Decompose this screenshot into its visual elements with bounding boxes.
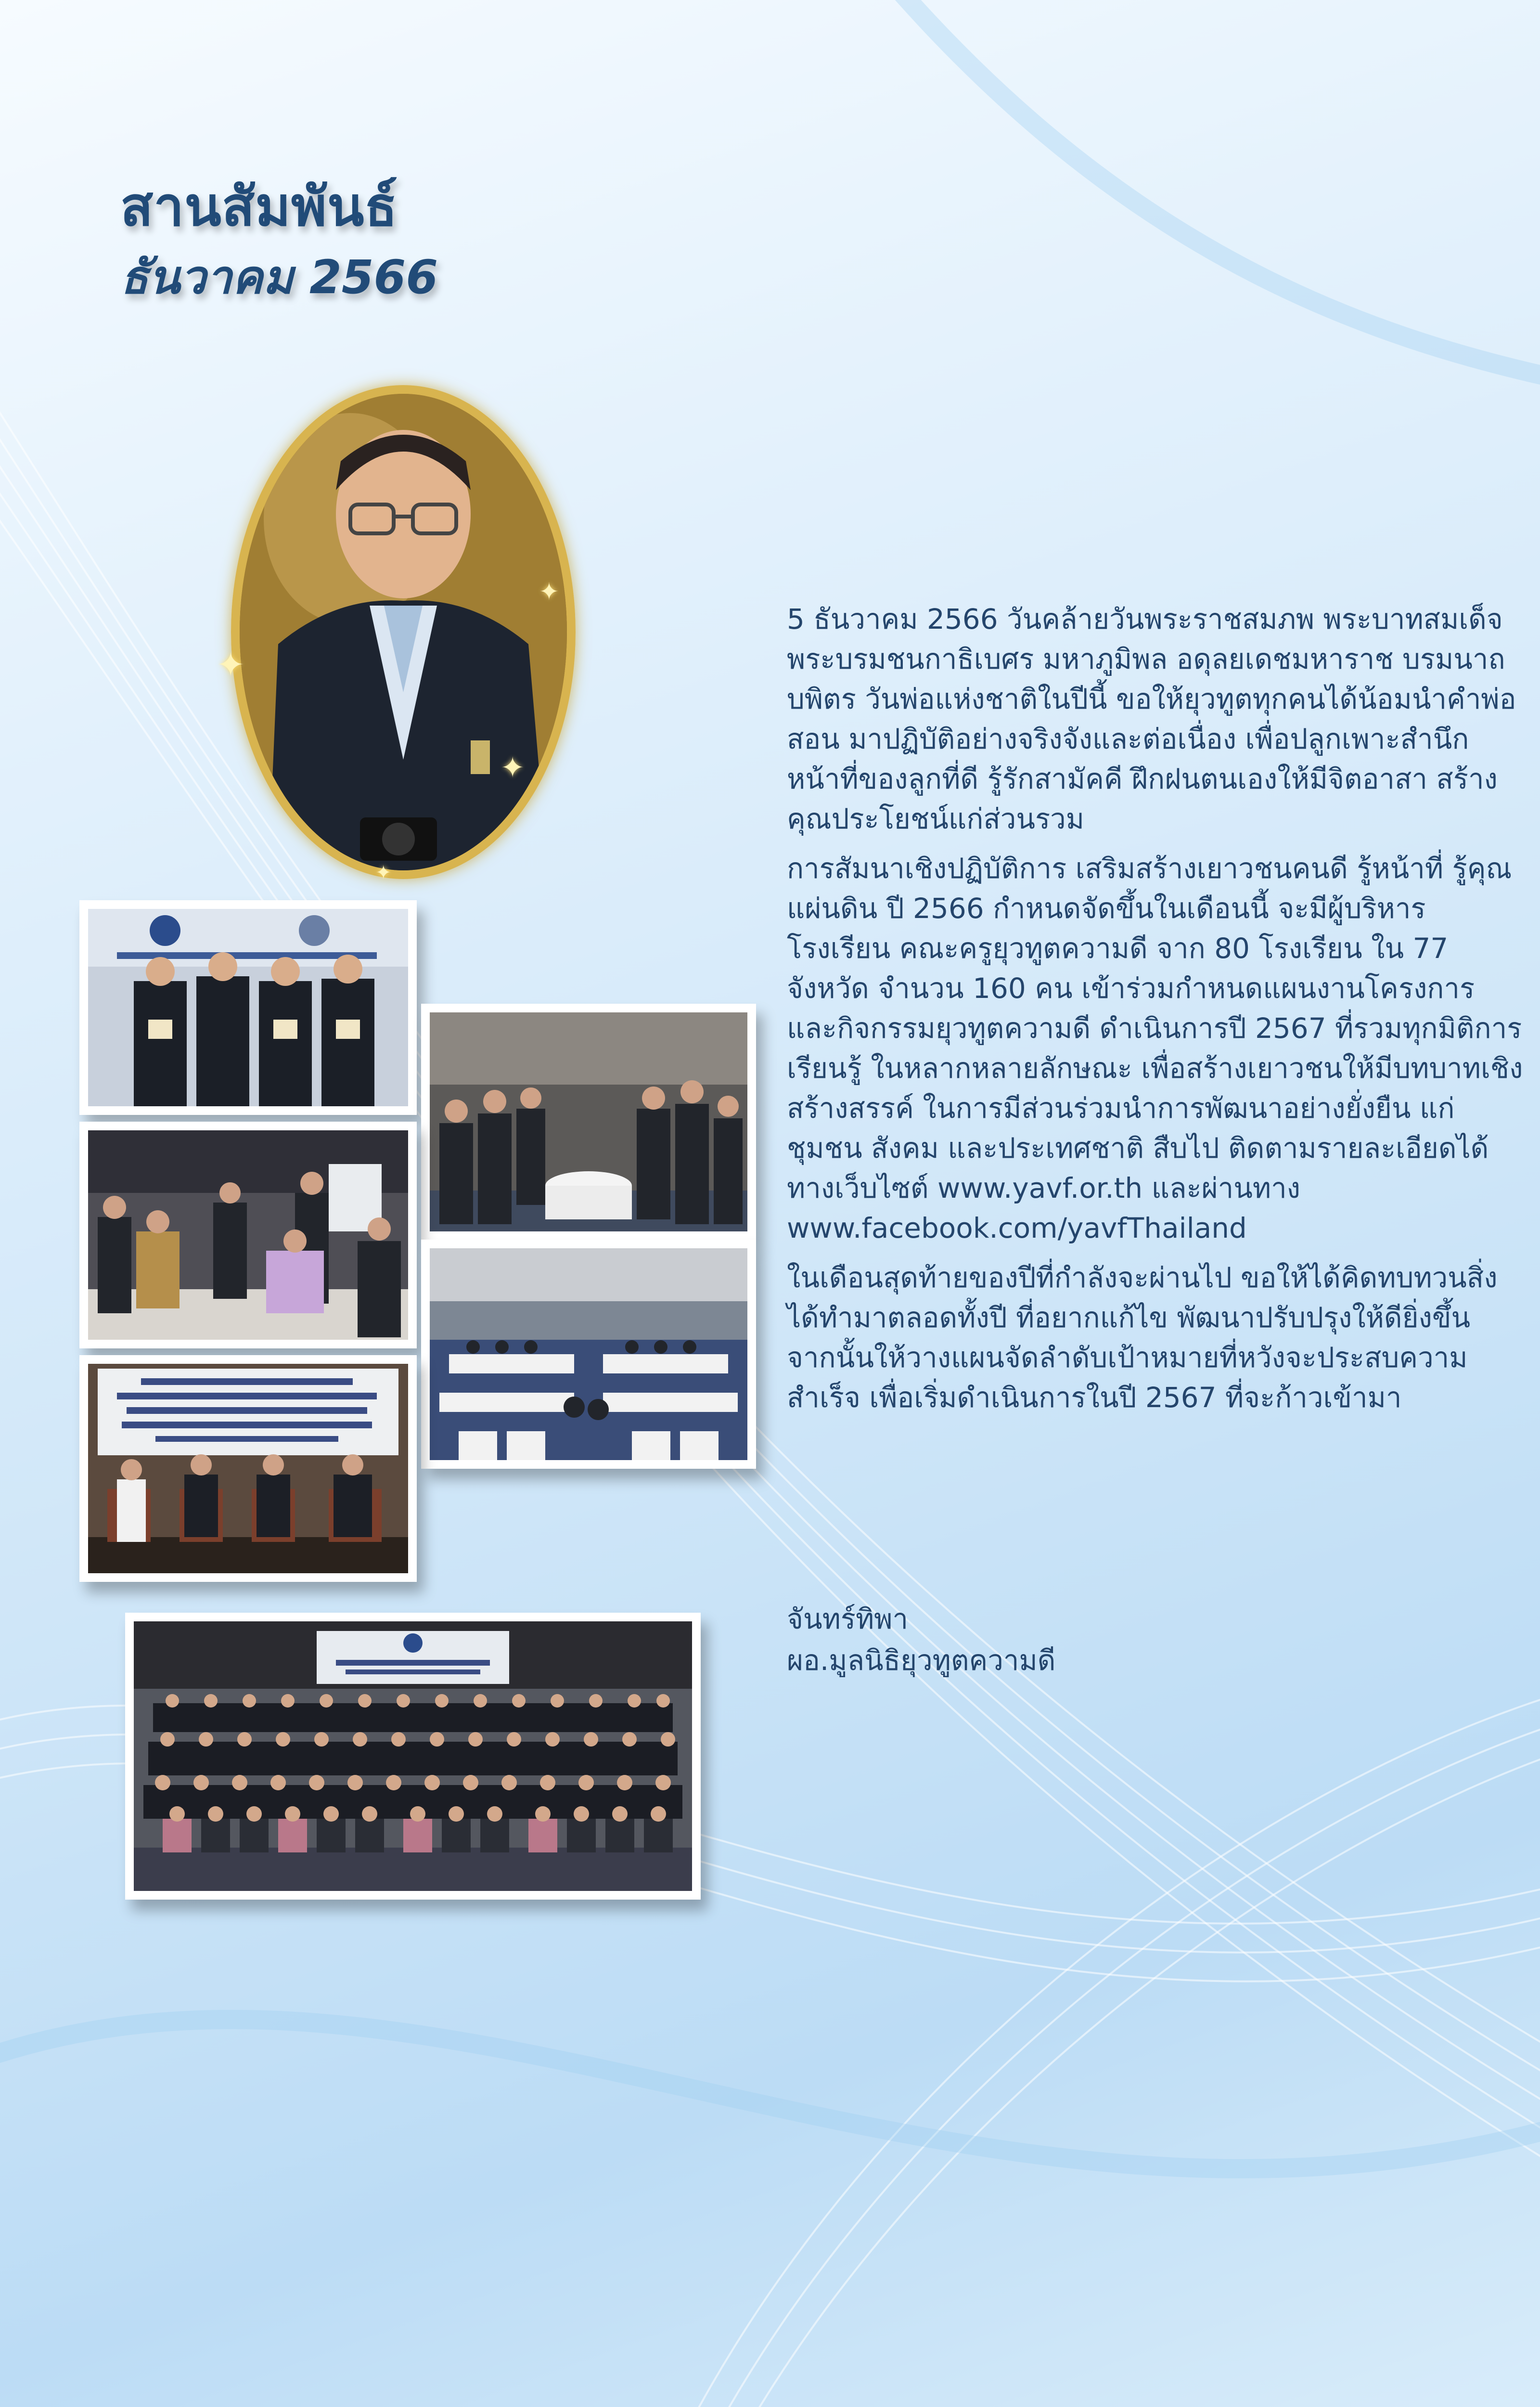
group-photo [125,1613,701,1900]
signature-block [787,1598,1055,1681]
conference-hall-photo [421,1240,756,1469]
issue-date: ธันวาคม 2566 [120,250,438,304]
award-ceremony-photo [79,900,417,1115]
sparkle-icon: ✦ [217,645,245,685]
article-body [787,599,1523,1427]
sparkle-icon: ✦ [500,751,525,785]
signature-name: จันทร์ทิพา [787,1603,909,1635]
portrait-photo [231,385,576,879]
panel-discussion-photo [79,1355,417,1582]
paragraph-1: 5 ธันวาคม 2566 วันคล้ายวันพระราชสมภพ พระบาทสมเด็จพระบรมชนกาธิเบศร มหาภูมิพล อดุลยเดชมหาราช บรมนาถบพิตร วันพ่อแห่งชาติในปีนี้ ขอให้ยุวทูตทุกคนได้น้อมนำคำพ่อสอน มาปฏิบัติอย่างจริงจังและต่อเนื่อง เพื่อปลูกเพาะสำนึกหน้าที่ของลูกที่ดี รู้รักสามัคคี ฝึกฝนตนเองให้มีจิตอาสา สร้างคุณประโยชน์แก่ส่วนรวม [787,603,1516,835]
sparkle-icon: ✦ [539,578,559,606]
paragraph-3: ในเดือนสุดท้ายของปีที่กำลังจะผ่านไป ขอให้ได้คิดทบทวนสิ่งได้ทำมาตลอดทั้งปี ที่อยากแก้ไข พัฒนาปรับปรุงให้ดียิ่งขึ้น จากนั้นให้วางแผนจัดลำดับเป้าหมายที่หวังจะประสบความสำเร็จ เพื่อเริ่มดำเนินการในปี 2567 ที่จะก้าวเข้ามา [787,1261,1498,1414]
meeting-room-photo [421,1004,756,1240]
workshop-group-photo [79,1122,417,1348]
page-title: สานสัมพันธ์ [120,176,398,238]
sparkle-icon: ✦ [375,862,392,884]
paragraph-2: การสัมนาเชิงปฏิบัติการ เสริมสร้างเยาวชนคนดี รู้หน้าที่ รู้คุณแผ่นดิน ปี 2566 กำหนดจัดขึ้นในเดือนนี้ จะมีผู้บริหารโรงเรียน คณะครูยุวทูตความดี จาก 80 โรงเรียน ใน 77 จังหวัด จำนวน 160 คน เข้าร่วมกำหนดแผนงานโครงการและกิจกรรมยุวทูตความดี ดำเนินการปี 2567 ที่รวมทุกมิติการเรียนรู้ ในหลากหลายลักษณะ เพื่อสร้างเยาวชนให้มีบทบาทเชิงสร้างสรรค์ ในการมีส่วนร่วมนำการพัฒนาอย่างยั่งยืน แก่ชุมชน สังคม และประเทศชาติ สืบไป ติดตามรายละเอียดได้ทางเว็บไซต์ www.yavf.or.th และผ่านทาง www.facebook.com/yavfThailand [787,852,1523,1244]
signature-position: ผอ.มูลนิธิยุวทูตความดี [787,1644,1056,1677]
